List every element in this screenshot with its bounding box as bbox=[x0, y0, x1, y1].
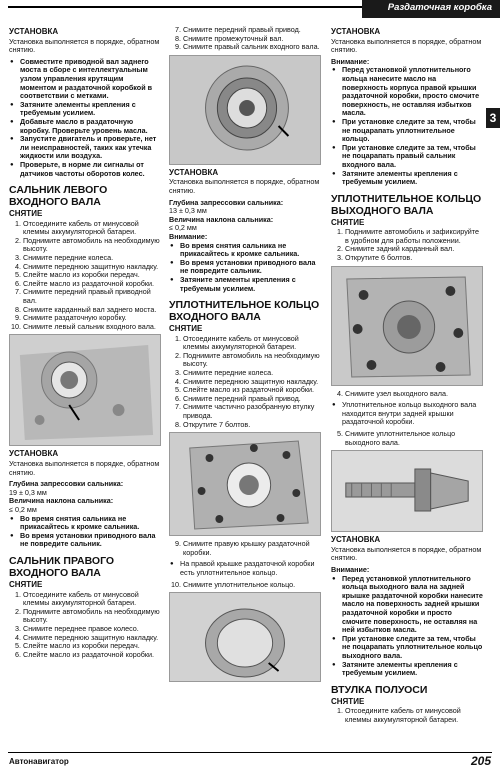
footer-rule bbox=[8, 752, 492, 753]
step-item: 2. Поднимите автомобиль на необходимую высоту. bbox=[183, 352, 321, 369]
out-steps-3 bbox=[331, 430, 483, 447]
bullet-item: ● При установке следите за тем, чтобы не поцарапать уплотнительное кольцо выходного вала. bbox=[342, 635, 483, 661]
install-text: Установка выполняется в порядке, обратном снятию. bbox=[169, 177, 320, 195]
input-ring-heading: УПЛОТНИТЕЛЬНОЕ КОЛЬЦО ВХОДНОГО ВАЛА bbox=[169, 299, 320, 324]
removal-heading: СНЯТИЕ bbox=[169, 324, 203, 334]
install2-text: Установка выполняется в порядке, обратном снятию. bbox=[9, 459, 160, 477]
removal2-heading: СНЯТИЕ bbox=[331, 696, 365, 706]
step-item: 3. Открутите 6 болтов. bbox=[345, 254, 483, 263]
removal-heading: СНЯТИЕ bbox=[331, 217, 365, 227]
depth-value: 19 ± 0,3 мм bbox=[9, 487, 47, 497]
step-item: 1. Поднимите автомобиль и зафиксируйте в удобном для работы положении. bbox=[345, 228, 483, 245]
step-item: 8. Снимите промежуточный вал. bbox=[183, 35, 321, 44]
step-item: 5. Слейте масло из коробки передач. bbox=[23, 271, 161, 280]
step-item: 2. Снимите задний карданный вал. bbox=[345, 245, 483, 254]
step-item: 4. Снимите узел выходного вала. bbox=[345, 390, 483, 399]
step-item: 3. Снимите передние колеса. bbox=[23, 254, 161, 263]
bullet-item: ● Совместите приводной вал заднего моста в сборе с интеллектуальным узлом управления крутящим моментом и раздаточной коробкой в соответствии с метками. bbox=[20, 58, 161, 101]
install-heading: УСТАНОВКА bbox=[331, 27, 381, 36]
column-3 bbox=[331, 26, 483, 749]
tilt-value: ≤ 0,2 мм bbox=[169, 223, 197, 233]
install2-heading: УСТАНОВКА bbox=[331, 535, 381, 545]
output-ring-heading: УПЛОТНИТЕЛЬНОЕ КОЛЬЦО ВЫХОДНОГО ВАЛА bbox=[331, 192, 482, 217]
column-1 bbox=[9, 26, 161, 749]
bullet-item: ● Перед установкой уплотнительного кольца нанесите масло на поверхность корпуса правой крышки раздаточной коробки, просто смочите поверхность, не оставляя избытков масла. bbox=[342, 66, 483, 118]
right-seal-steps bbox=[9, 591, 161, 660]
step-item: 7. Снимите передний правый приводной вал. bbox=[23, 288, 161, 305]
right-seal-steps-cont bbox=[169, 26, 321, 52]
ring-steps bbox=[169, 335, 321, 430]
removal2-heading: СНЯТИЕ bbox=[9, 579, 43, 589]
cover-bolts-photo bbox=[169, 432, 321, 536]
bullet-item: ● Во время установки приводного вала не повредите сальник. bbox=[180, 259, 321, 276]
bullet-item: ● Во время снятия сальника не прикасайтесь к кромке сальника. bbox=[180, 242, 321, 259]
step-item: 4. Снимите переднюю защитную накладку. bbox=[23, 634, 161, 643]
removal-heading: СНЯТИЕ bbox=[9, 209, 43, 219]
install2-bullets bbox=[331, 575, 483, 678]
step-item: 9. Снимите правый сальник входного вала. bbox=[183, 43, 321, 52]
tilt-value: ≤ 0,2 мм bbox=[9, 504, 37, 514]
attention-label: Внимание: bbox=[169, 231, 208, 241]
step-item: 10. Снимите левый сальник входного вала. bbox=[23, 323, 161, 332]
install-text: Установка выполняется в порядке, обратном снятию. bbox=[9, 36, 160, 55]
install-bullets bbox=[331, 66, 483, 186]
left-seal-heading: САЛЬНИК ЛЕВОГО ВХОДНОГО ВАЛА bbox=[9, 184, 108, 209]
depth-label: Глубина запрессовки сальника: bbox=[9, 479, 124, 489]
install-text: Установка выполняется в порядке, обратном снятию. bbox=[331, 36, 482, 55]
note-item: ● На правой крышке раздаточной коробки есть уплотнительное кольцо. bbox=[180, 560, 321, 577]
install-heading: УСТАНОВКА bbox=[9, 27, 59, 36]
attention2-label: Внимание: bbox=[331, 565, 370, 574]
bullet-item: ● Запустите двигатель и проверьте, нет ли неисправностей, таких как утечка жидкости или воздуха. bbox=[20, 135, 161, 161]
bullet-item: ● При установке следите за тем, чтобы не поцарапать правый сальник входного вала. bbox=[342, 144, 483, 170]
step-item: 6. Слейте масло из раздаточной коробки. bbox=[23, 651, 161, 660]
step-item: 8. Снимите карданный вал заднего моста. bbox=[23, 306, 161, 315]
ring-steps-3 bbox=[169, 581, 321, 590]
step-item: 7. Снимите частично разобранную втулку привода. bbox=[183, 403, 321, 420]
step-item: 8. Открутите 7 болтов. bbox=[183, 421, 321, 430]
step-item: 2. Поднимите автомобиль на необходимую высоту. bbox=[23, 608, 161, 625]
step-item: 3. Снимите переднее правое колесо. bbox=[23, 625, 161, 634]
attention-label: Внимание: bbox=[331, 56, 370, 66]
note-item: ● Уплотнительное кольцо выходного вала находится внутри задней крышки раздаточной коробки. bbox=[342, 401, 483, 427]
bullet-item: ● Затяните элементы крепления с требуемым усилием. bbox=[20, 101, 161, 118]
step-item: 5. Снимите уплотнительное кольцо выходного вала. bbox=[345, 430, 483, 447]
out-note bbox=[331, 401, 483, 427]
bullet-item: ● Затяните элементы крепления с требуемым усилием. bbox=[180, 276, 321, 293]
ring-note bbox=[169, 560, 321, 577]
bullet-item: ● Во время снятия сальника не прикасайтесь к кромке сальника. bbox=[20, 515, 161, 532]
step-item: 9. Снимите раздаточную коробку. bbox=[23, 314, 161, 323]
tilt-label: Величина наклона сальника: bbox=[169, 214, 274, 224]
install-heading: УСТАНОВКА bbox=[169, 167, 219, 177]
section-header bbox=[362, 0, 500, 18]
rear-cover-photo bbox=[331, 266, 483, 386]
axle-sleeve-heading: ВТУЛКА ПОЛУОСИ bbox=[331, 683, 428, 696]
page-number: 205 bbox=[470, 754, 491, 768]
chapter-tab: 3 bbox=[486, 108, 500, 128]
left-seal-steps bbox=[9, 220, 161, 332]
step-item: 1. Отсоедините кабель от минусовой клеммы аккумуляторной батареи. bbox=[183, 335, 321, 352]
right-seal-photo bbox=[169, 55, 321, 165]
right-seal-heading: САЛЬНИК ПРАВОГО ВХОДНОГО ВАЛА bbox=[9, 554, 115, 579]
step-item: 10. Снимите уплотнительное кольцо. bbox=[183, 581, 321, 590]
publisher: Автонавигатор bbox=[9, 757, 69, 766]
tilt-label: Величина наклона сальника: bbox=[9, 496, 114, 506]
bullet-item: ● Затяните элементы крепления с требуемым усилием. bbox=[342, 661, 483, 678]
step-item: 1. Отсоедините кабель от минусовой клеммы аккумуляторной батареи. bbox=[23, 591, 161, 608]
step-item: 4. Снимите переднюю защитную накладку. bbox=[183, 378, 321, 387]
step-item: 9. Снимите правую крышку раздаточной коробки. bbox=[183, 540, 321, 557]
out-steps-2 bbox=[331, 390, 483, 399]
bullet-item: ● Перед установкой уплотнительного кольца выходного вала на задней крышке раздаточной коробки нанесите масло на поверхность задней крышки раздаточной коробки и просто смочите поверхность, не оставляя на ней избытков масла. bbox=[342, 575, 483, 635]
bullet-item: ● Во время установки приводного вала не повредите сальник. bbox=[20, 532, 161, 549]
step-item: 7. Снимите передний правый привод. bbox=[183, 26, 321, 35]
bullet-item: ● Затяните элементы крепления с требуемым усилием. bbox=[342, 170, 483, 187]
column-2 bbox=[169, 26, 321, 749]
bullet-item: ● При установке следите за тем, чтобы не поцарапать уплотнительное кольцо. bbox=[342, 118, 483, 144]
sleeve-steps bbox=[331, 707, 483, 724]
step-item: 6. Снимите передний правый привод. bbox=[183, 395, 321, 404]
step-item: 1. Отсоедините кабель от минусовой клеммы аккумуляторной батареи. bbox=[23, 220, 161, 237]
depth-value: 13 ± 0,3 мм bbox=[169, 206, 207, 216]
depth-label: Глубина запрессовки сальника: bbox=[169, 197, 284, 207]
step-item: 6. Слейте масло из раздаточной коробки. bbox=[23, 280, 161, 289]
bullet-item: ● Проверьте, в норме ли сигналы от датчиков частоты оборотов колес. bbox=[20, 161, 161, 178]
step-item: 5. Слейте масло из раздаточной коробки. bbox=[183, 386, 321, 395]
install2-heading: УСТАНОВКА bbox=[9, 449, 59, 459]
section-title: Раздаточная коробка bbox=[387, 2, 492, 13]
ring-steps-2 bbox=[169, 540, 321, 557]
bullet-item: ● Добавьте масло в раздаточную коробку. Проверьте уровень масла. bbox=[20, 118, 161, 135]
step-item: 2. Поднимите автомобиль на необходимую высоту. bbox=[23, 237, 161, 254]
install2-bullets bbox=[9, 515, 161, 549]
step-item: 5. Слейте масло из коробки передач. bbox=[23, 642, 161, 651]
step-item: 1. Отсоедините кабель от минусовой клеммы аккумуляторной батареи. bbox=[345, 707, 483, 724]
out-steps bbox=[331, 228, 483, 262]
install-bullets bbox=[9, 58, 161, 178]
output-shaft-photo bbox=[331, 450, 483, 532]
install2-text: Установка выполняется в порядке, обратном снятию. bbox=[331, 544, 482, 563]
step-item: 4. Снимите переднюю защитную накладку. bbox=[23, 263, 161, 272]
left-seal-photo bbox=[9, 334, 161, 446]
install-bullets bbox=[169, 242, 321, 294]
o-ring-photo bbox=[169, 592, 321, 682]
step-item: 3. Снимите передние колеса. bbox=[183, 369, 321, 378]
